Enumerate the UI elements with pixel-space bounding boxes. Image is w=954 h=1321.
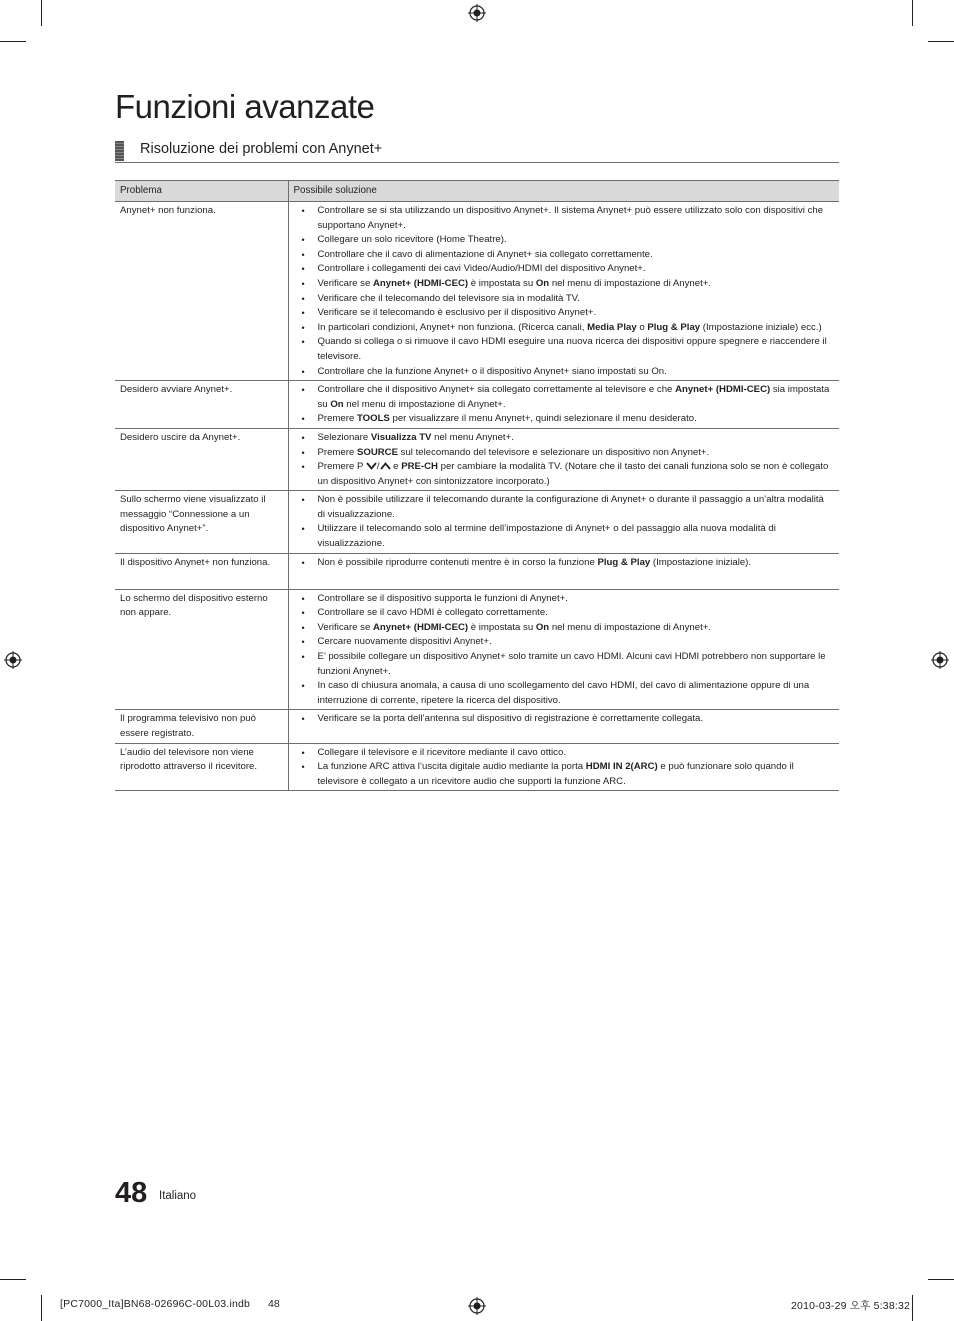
crop-mark [928,41,954,42]
solution-text: E’ possibile collegare un dispositivo Anynet+ solo tramite un cavo HDMI. Alcuni cavi HDMI potrebbero non supportare le funzioni Anynet+. [317,651,826,677]
emphasis-text: Plug & Play [647,321,701,333]
solution-text: per cambiare la modalità TV. (Notare che il tasto dei canali funziona solo se non è collegato un dispositivo Anynet+ con sintonizzatore incorporato.) [317,461,829,487]
solution-text: Utilizzare il telecomando solo al termine dell’impostazione di Anynet+ o del passaggio alla nuova modalità di visualizzazione. [317,523,776,550]
solution-text: Controllare se il cavo HDMI è collegato correttamente. [317,607,548,619]
emphasis-text: HDMI IN 2(ARC) [585,761,658,773]
list-item [294,248,834,263]
bullet-icon: • [301,462,305,473]
list-item [294,712,834,727]
solution-list [294,592,834,709]
table-header-row [115,181,839,202]
bullet-icon: • [301,249,305,260]
solution-text: Verificare se [317,277,373,289]
solution-text: Non è possibile utilizzare il telecomando durante la configurazione di Anynet+ o durante il passaggio a un’altra modalità di visualizzazione. [317,494,824,520]
table-body [115,202,839,791]
bullet-icon: • [301,681,305,692]
list-item [294,233,834,248]
solution-cell [288,428,839,490]
list-item [294,460,834,489]
solution-text: e [390,461,402,473]
emphasis-text: SOURCE [356,446,398,458]
footer-datetime: 2010-03-29 오후 5:38:32 [791,1300,911,1312]
bullet-icon: • [301,714,305,725]
solution-text: Controllare che il dispositivo Anynet+ sia collegato correttamente al televisore e che [317,384,676,396]
solution-text: In particolari condizioni, Anynet+ non funziona. (Ricerca canali, [317,321,588,333]
problem-cell: Lo schermo del dispositivo esterno non appare. [115,589,288,710]
chevron-down-icon [366,462,377,470]
solution-text: Controllare che la funzione Anynet+ o il dispositivo Anynet+ siano impostati su On. [317,365,667,377]
solution-text: Controllare i collegamenti dei cavi Video/Audio/HDMI del dispositivo Anynet+. [317,263,646,275]
list-item [294,746,834,761]
bullet-icon: • [301,637,305,648]
bullet-icon: • [301,385,305,396]
bullet-icon: • [301,447,305,458]
chevron-up-icon [380,462,391,470]
solution-text: In caso di chiusura anomala, a causa di uno scollegamento del cavo HDMI, del cavo di alimentazione oppure di una interruzione di corrente, ripetere la ricerca del dispositivo. [317,680,810,706]
list-item [294,635,834,650]
list-item [294,262,834,277]
bullet-icon: • [301,652,305,663]
solution-text: Premere [317,413,357,425]
footer-page-number: 48 [268,1298,280,1310]
bullet-icon: • [301,432,305,443]
solution-text: Collegare il televisore e il ricevitore mediante il cavo ottico. [317,746,566,758]
solution-text: sia impostata su [317,384,830,410]
table-row [115,381,839,429]
solution-cell [288,381,839,429]
list-item [294,431,834,446]
problem-cell: Desidero uscire da Anynet+. [115,428,288,490]
list-item [294,522,834,551]
table-row [115,743,839,791]
bullet-icon: • [301,762,305,773]
solution-text: Non è possibile riprodurre contenuti mentre è in corso la funzione [317,556,598,568]
solution-text: La funzione ARC attiva l’uscita digitale audio mediante la porta [317,761,586,773]
problem-cell: Il programma televisivo non può essere registrato. [115,710,288,743]
solution-text: Collegare un solo ricevitore (Home Theatre). [317,234,507,246]
section-marker [115,141,124,161]
page-number: 48 [115,1177,148,1209]
emphasis-text: Anynet+ (HDMI-CEC) [675,384,771,396]
solution-text: Selezionare [317,431,371,443]
list-item [294,556,834,571]
solution-text: / [376,461,380,473]
solution-text: nel menu di impostazione di Anynet+. [549,621,712,633]
list-item [294,365,834,380]
list-item [294,679,834,708]
solution-list [294,493,834,551]
footer-file-name: [PC7000_Ita]BN68-02696C-00L03.indb [60,1298,251,1310]
bullet-icon: • [301,206,305,216]
header-solution: Possibile soluzione [288,181,839,202]
solution-text: o [636,321,648,333]
table-row [115,553,839,589]
solution-cell [288,202,839,381]
registration-mark-icon [931,651,949,669]
bullet-icon: • [301,366,305,377]
list-item [294,606,834,621]
solution-text: sul telecomando del televisore e selezionare un dispositivo non Anynet+. [398,446,710,458]
page-language: Italiano [159,1190,197,1202]
solution-text: Verificare se [317,621,373,633]
solution-cell [288,743,839,791]
solution-text: nel menu di impostazione di Anynet+. [343,398,506,410]
emphasis-text: Visualizza TV [370,431,432,443]
solution-cell [288,589,839,710]
emphasis-text: Anynet+ (HDMI-CEC) [372,621,469,633]
table-row [115,202,839,381]
bullet-icon: • [301,622,305,633]
emphasis-text: On [535,277,550,289]
crop-mark [41,1295,42,1321]
solution-text: nel menu Anynet+. [431,431,514,443]
section-title: Risoluzione dei problemi con Anynet+ [140,141,383,157]
registration-mark-icon [468,1297,486,1315]
bullet-icon: • [301,235,305,246]
solution-text: Premere [317,446,357,458]
solution-list [294,431,834,489]
table-row [115,491,839,553]
crop-mark [912,1295,913,1321]
page-title: Funzioni avanzate [115,88,375,125]
solution-text: Cercare nuovamente dispositivi Anynet+. [317,636,492,648]
solution-text: Verificare se la porta dell’antenna sul dispositivo di registrazione è correttamente collegata. [317,713,704,725]
solution-text: Controllare che il cavo di alimentazione di Anynet+ sia collegato correttamente. [317,248,653,260]
bullet-icon: • [301,747,305,758]
bullet-icon: • [301,593,305,604]
solution-list [294,204,834,379]
solution-text: Controllare se il dispositivo supporta le funzioni di Anynet+. [317,592,568,604]
emphasis-text: TOOLS [356,413,390,425]
solution-text: Quando si collega o si rimuove il cavo HDMI eseguire una nuova ricerca dei dispositivi oppure spegnere e riaccendere il televisore. [317,336,827,362]
header-problem: Problema [115,181,288,202]
registration-mark-icon [4,651,22,669]
bullet-icon: • [301,524,305,535]
list-item [294,204,834,233]
table-row [115,428,839,490]
list-item [294,412,834,427]
list-item [294,760,834,789]
problem-cell: Desidero avviare Anynet+. [115,381,288,429]
bullet-icon: • [301,308,305,319]
bullet-icon: • [301,414,305,425]
list-item [294,650,834,679]
crop-mark [0,1279,26,1280]
emphasis-text: PRE-CH [401,461,438,473]
bullet-icon: • [301,557,305,568]
solution-list [294,383,834,427]
solution-cell [288,491,839,553]
emphasis-text: On [535,621,550,633]
problem-cell: Anynet+ non funziona. [115,202,288,381]
bullet-icon: • [301,278,305,289]
solution-text: nel menu di impostazione di Anynet+. [549,277,712,289]
crop-mark [928,1279,954,1280]
solution-list [294,746,834,790]
emphasis-text: On [330,398,344,410]
bullet-icon: • [301,264,305,275]
problem-cell: Il dispositivo Anynet+ non funziona. [115,553,288,589]
solution-list [294,556,834,571]
solution-text: Verificare che il telecomando del televisore sia in modalità TV. [317,292,580,304]
bullet-icon: • [301,608,305,619]
solution-text: Controllare se si sta utilizzando un dispositivo Anynet+. Il sistema Anynet+ può essere utilizzato solo con dispositivi che supportano Anynet+. [317,205,824,231]
list-item [294,321,834,336]
list-item [294,446,834,461]
solution-text: (Impostazione iniziale). [650,556,752,568]
emphasis-text: Media Play [587,321,637,333]
problem-cell: L’audio del televisore non viene riprodotto attraverso il ricevitore. [115,743,288,791]
list-item [294,335,834,364]
solution-cell [288,710,839,743]
bullet-icon: • [301,293,305,304]
list-item [294,277,834,292]
problem-cell: Sullo schermo viene visualizzato il messaggio “Connessione a un dispositivo Anynet+”. [115,491,288,553]
list-item [294,306,834,321]
list-item [294,292,834,307]
list-item [294,493,834,522]
solution-text: è impostata su [468,277,536,289]
crop-mark [41,0,42,26]
list-item [294,383,834,412]
solution-text: (Impostazione iniziale) ecc.) [700,321,822,333]
solution-text: è impostata su [468,621,536,633]
solution-list [294,712,834,727]
troubleshooting-table [115,180,839,791]
list-item [294,621,834,636]
table-row [115,710,839,743]
registration-mark-icon [468,4,486,22]
solution-cell [288,553,839,589]
list-item [294,592,834,607]
bullet-icon: • [301,322,305,333]
bullet-icon: • [301,495,305,506]
crop-mark [0,41,26,42]
emphasis-text: Plug & Play [597,556,651,568]
crop-mark [912,0,913,26]
solution-text: e può funzionare solo quando il televisore è collegato a un ricevitore audio che supporti la funzione ARC. [317,761,794,787]
table-row [115,589,839,710]
solution-text: Premere P [317,461,366,473]
emphasis-text: Anynet+ (HDMI-CEC) [372,277,469,289]
section-heading [115,140,839,163]
solution-text: Verificare se il telecomando è esclusivo per il dispositivo Anynet+. [317,307,597,319]
bullet-icon: • [301,337,305,348]
solution-text: per visualizzare il menu Anynet+, quindi selezionare il menu desiderato. [389,413,697,425]
